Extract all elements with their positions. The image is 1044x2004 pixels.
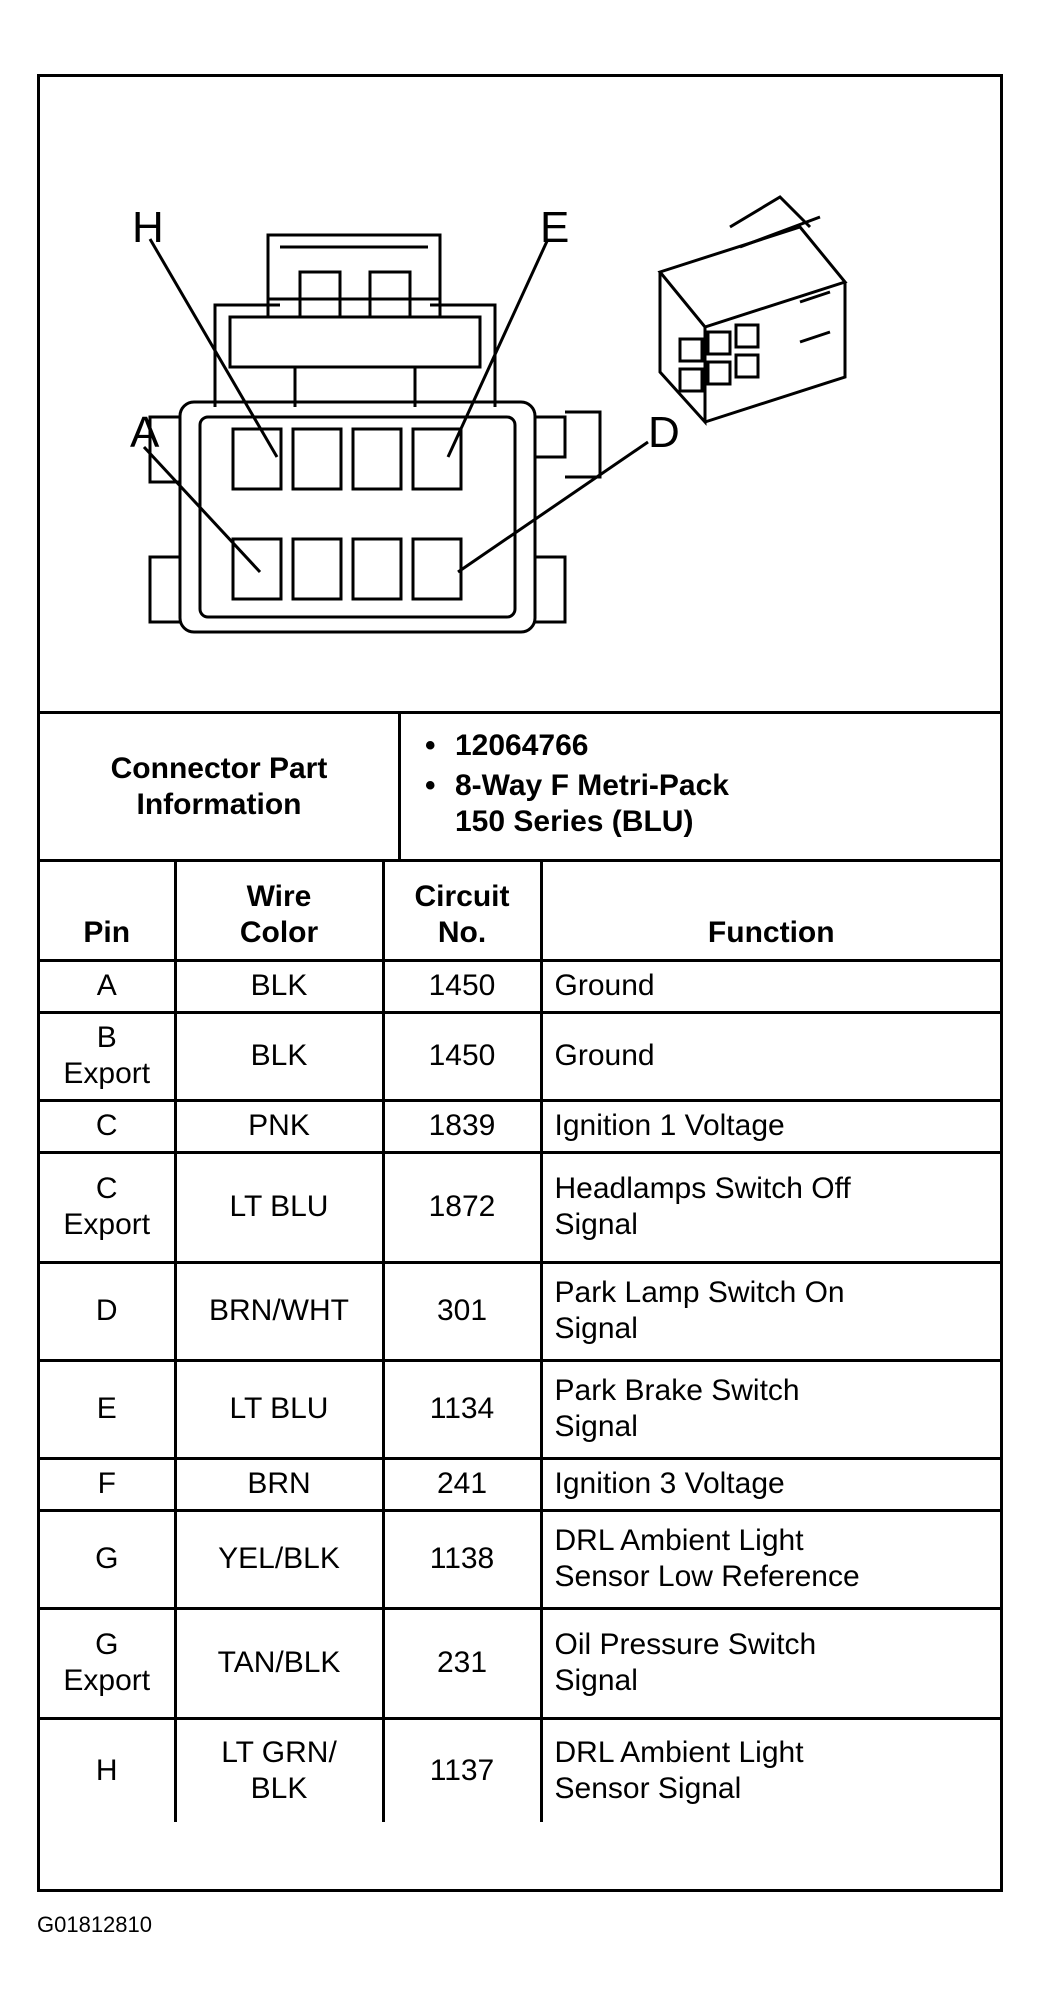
function-cell: Park Lamp Switch On Signal (541, 1262, 1000, 1360)
pin-cell: A (40, 960, 175, 1012)
pin-cell: E (40, 1360, 175, 1458)
table-row (40, 1360, 1000, 1458)
pin-label-a: A (130, 408, 160, 457)
part-info-heading-line1: Connector Part (110, 751, 328, 785)
table-row (40, 1608, 1000, 1718)
header-function: Function (541, 862, 1000, 960)
circuit-cell: 231 (383, 1608, 541, 1718)
circuit-cell: 1134 (383, 1360, 541, 1458)
pin-cell: D (40, 1262, 175, 1360)
connector-diagram (40, 77, 1000, 714)
wire-color-cell: LT GRN/ BLK (175, 1718, 383, 1822)
part-number-item (425, 728, 588, 764)
figure-code: G01812810 (37, 1912, 152, 1937)
pin-label-d: D (648, 408, 680, 457)
table-row (40, 1012, 1000, 1100)
header-pin: Pin (40, 862, 175, 960)
part-info-heading-line2: Information (136, 787, 302, 821)
table-row (40, 1100, 1000, 1152)
bullet-icon: • (425, 769, 436, 802)
circuit-cell: 1450 (383, 1012, 541, 1100)
table-row (40, 1262, 1000, 1360)
header-wire-color: Wire Color (175, 862, 383, 960)
wire-color-cell: BLK (175, 960, 383, 1012)
part-number: 12064766 (455, 729, 589, 762)
pin-cell: G Export (40, 1608, 175, 1718)
table-row (40, 1718, 1000, 1822)
pin-label-e: E (540, 203, 570, 252)
wire-color-cell: LT BLU (175, 1360, 383, 1458)
function-cell: Ground (541, 1012, 1000, 1100)
part-info-heading (40, 714, 401, 859)
pin-cell: G (40, 1510, 175, 1608)
connector-series: 150 Series (BLU) (455, 805, 694, 838)
part-info-values (401, 714, 1000, 859)
function-cell: Park Brake Switch Signal (541, 1360, 1000, 1458)
wire-color-cell: BRN/WHT (175, 1262, 383, 1360)
connector-type-item (425, 768, 729, 804)
function-cell: DRL Ambient Light Sensor Signal (541, 1718, 1000, 1822)
wire-color-cell: YEL/BLK (175, 1510, 383, 1608)
circuit-cell: 1450 (383, 960, 541, 1012)
circuit-cell: 301 (383, 1262, 541, 1360)
circuit-cell: 1138 (383, 1510, 541, 1608)
pin-cell: C Export (40, 1152, 175, 1262)
pin-label-h: H (132, 203, 164, 252)
function-cell: Ignition 3 Voltage (541, 1458, 1000, 1510)
function-cell: Oil Pressure Switch Signal (541, 1608, 1000, 1718)
circuit-cell: 1137 (383, 1718, 541, 1822)
wire-color-cell: LT BLU (175, 1152, 383, 1262)
wire-color-cell: BLK (175, 1012, 383, 1100)
table-row (40, 960, 1000, 1012)
pin-table-header (40, 862, 1000, 960)
wire-color-cell: PNK (175, 1100, 383, 1152)
table-row (40, 1510, 1000, 1608)
circuit-cell: 1839 (383, 1100, 541, 1152)
connector-3d-view (660, 197, 845, 422)
pin-table (40, 862, 1000, 1822)
header-circuit-no: Circuit No. (383, 862, 541, 960)
function-cell: Ignition 1 Voltage (541, 1100, 1000, 1152)
table-row (40, 1152, 1000, 1262)
table-row (40, 1458, 1000, 1510)
pin-cell: C (40, 1100, 175, 1152)
wire-color-cell: TAN/BLK (175, 1608, 383, 1718)
connector-type: 8-Way F Metri-Pack (455, 769, 729, 802)
wire-color-cell: BRN (175, 1458, 383, 1510)
circuit-cell: 1872 (383, 1152, 541, 1262)
bullet-icon: • (425, 729, 436, 762)
function-cell: Headlamps Switch Off Signal (541, 1152, 1000, 1262)
circuit-cell: 241 (383, 1458, 541, 1510)
connector-part-information (40, 714, 1000, 862)
pin-cell: F (40, 1458, 175, 1510)
pin-cell: H (40, 1718, 175, 1822)
function-cell: DRL Ambient Light Sensor Low Reference (541, 1510, 1000, 1608)
pin-cell: B Export (40, 1012, 175, 1100)
function-cell: Ground (541, 960, 1000, 1012)
connector-face-drawing (40, 77, 1000, 711)
connector-sheet (37, 74, 1003, 1892)
